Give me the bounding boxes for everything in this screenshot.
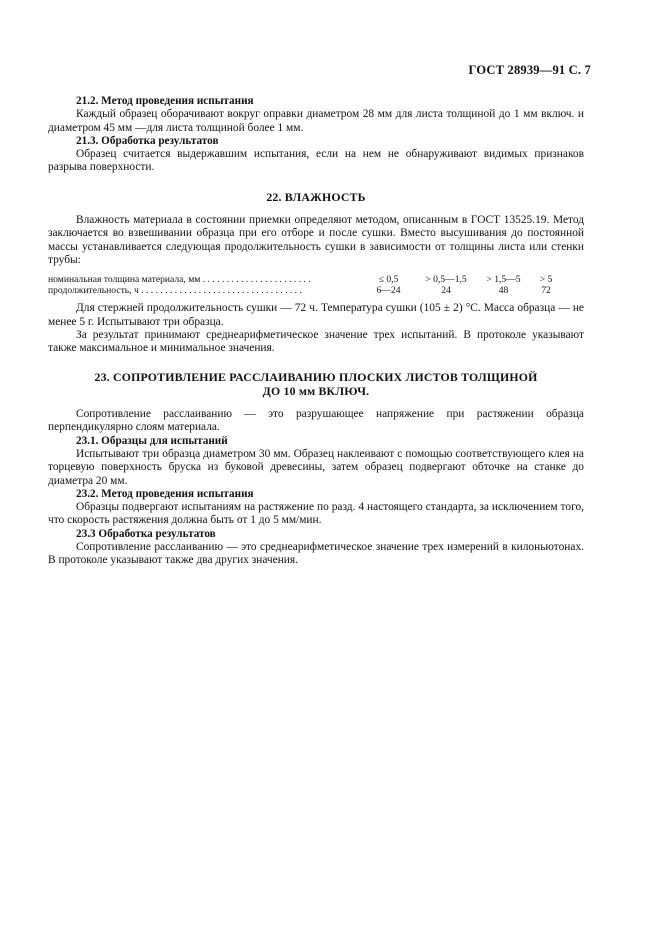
section-22-title: 22. ВЛАЖНОСТЬ bbox=[266, 189, 366, 204]
subsection-21-3-title: 21.3. Обработка результатов bbox=[76, 134, 219, 147]
table-row bbox=[48, 285, 584, 296]
subsection-23-2-text: Образцы подвергают испытаниям на растяжение по разд. 4 настоящего стандарта, за исключением того, что скорость растяжения должна быть от 1 до 5 мм/мин. bbox=[48, 501, 584, 527]
table-cell: 72 bbox=[541, 285, 551, 297]
page-content bbox=[48, 95, 584, 568]
section-23-paragraph-1: Сопротивление расслаиванию — это разрушающее напряжение при растяжении образца перпендикулярно слоям материала. bbox=[48, 408, 584, 434]
section-22-paragraph-3: За результат принимают среднеарифметическое значение трех испытаний. В протоколе указывают также максимальное и минимальное значения. bbox=[48, 328, 584, 355]
drying-table bbox=[48, 274, 584, 296]
table-row-label: продолжительность, ч . . . . . . . . . . . . . . . . . . . . . . . . . . . . . . . . . . bbox=[48, 285, 302, 297]
table-cell: > 5 bbox=[539, 274, 553, 286]
subsection-23-1-title: 23.1. Образцы для испытаний bbox=[76, 434, 228, 447]
table-cell: 24 bbox=[441, 285, 451, 297]
subsection-23-3-text: Сопротивление расслаиванию — это среднеарифметическое значение трех измерений в килоньютонах. В протоколе указывают также два других значения. bbox=[48, 541, 584, 567]
table-cell: > 0,5—1,5 bbox=[425, 274, 467, 286]
table-row bbox=[48, 274, 584, 285]
subsection-21-2-text: Каждый образец оборачивают вокруг оправки диаметром 28 мм для листа толщиной до 1 мм включ. и диаметром 45 мм —для листа толщиной более 1 мм. bbox=[48, 108, 584, 134]
subsection-23-1-text: Испытывают три образца диаметром 30 мм. Образец наклеивают с помощью соответствующего клея на торцевую поверхность бруска из буковой древесины, затем образец подвергают обточке на станке до диаметра 20 мм. bbox=[48, 447, 584, 487]
table-cell: > 1,5—5 bbox=[486, 274, 521, 286]
table-cell: 48 bbox=[498, 285, 509, 297]
table-cell: ≤ 0,5 bbox=[378, 274, 399, 286]
subsection-23-3-title: 23.3 Обработка результатов bbox=[76, 527, 216, 540]
table-cell: 6—24 bbox=[376, 285, 401, 297]
subsection-21-3-text: Образец считается выдержавшим испытания, если на нем не обнаруживают видимых признаков разрыва поверхности. bbox=[48, 148, 584, 174]
table-row-label: номинальная толщина материала, мм . . . . . . . . . . . . . . . . . . . . . . . bbox=[48, 274, 311, 286]
subsection-21-2-title: 21.2. Метод проведения испытания bbox=[76, 95, 254, 107]
section-22-paragraph-2: Для стержней продолжительность сушки — 72 ч. Температура сушки (105 ± 2) °С. Масса образца — не менее 5 г. Испытывают три образца. bbox=[48, 302, 584, 328]
section-23-title: 23. СОПРОТИВЛЕНИЕ РАССЛАИВАНИЮ ПЛОСКИХ ЛИСТОВ ТОЛЩИНОЙ ДО 10 мм ВКЛЮЧ. bbox=[94, 370, 538, 398]
subsection-23-2-title: 23.2. Метод проведения испытания bbox=[76, 487, 254, 500]
section-22-paragraph-1: Влажность материала в состоянии приемки определяют методом, описанным в ГОСТ 13525.19. Метод заключается во взвешивании образца при его отборе и после сушки. Вместо высушивания до постоянной массы устанавливается следующая продолжительность сушки в зависимости от толщины листа или стенки трубы: bbox=[48, 214, 584, 266]
page-header: ГОСТ 28939—91 С. 7 bbox=[468, 63, 591, 77]
